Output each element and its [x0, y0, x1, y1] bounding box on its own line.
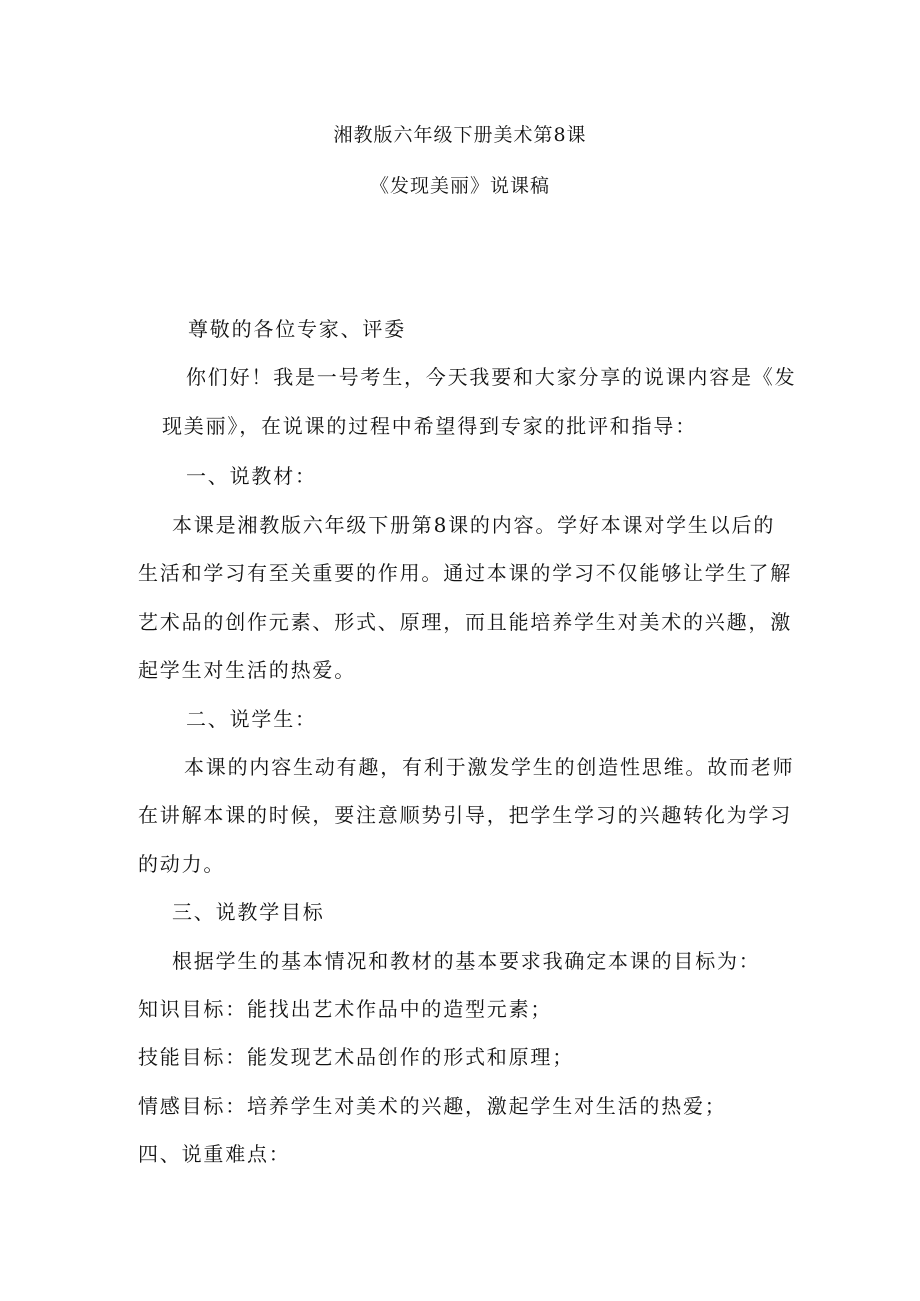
students-paragraph-line2: 在讲解本课的时候，要注意顺势引导，把学生学习的兴趣转化为学习	[138, 803, 792, 827]
students-paragraph-line1: 本课的内容生动有趣，有利于激发学生的创造性思维。故而老师	[184, 755, 795, 779]
document-title-line2: 《发现美丽》说课稿	[369, 175, 550, 197]
textbook-paragraph-line2: 生活和学习有至关重要的作用。通过本课的学习不仅能够让学生了解	[138, 561, 792, 585]
students-paragraph-line3: 的动力。	[138, 852, 226, 876]
section-heading-textbook: 一、说教材：	[186, 464, 317, 488]
intro-paragraph-line1: 你们好！我是一号考生，今天我要和大家分享的说课内容是《发	[186, 365, 797, 389]
textbook-paragraph-line4: 起学生对生活的热爱。	[138, 658, 356, 682]
skill-goal: 技能目标：能发现艺术品创作的形式和原理；	[138, 1045, 574, 1069]
section-heading-goals: 三、说教学目标	[172, 900, 325, 924]
goals-intro: 根据学生的基本情况和教材的基本要求我确定本课的目标为：	[172, 949, 761, 973]
document-title-line1: 湘教版六年级下册美术第8课	[333, 124, 587, 146]
textbook-paragraph-line3: 艺术品的创作元素、形式、原理，而且能培养学生对美术的兴趣，激	[138, 610, 792, 634]
section-heading-students: 二、说学生：	[186, 707, 317, 731]
intro-paragraph-line2: 现美丽》，在说课的过程中希望得到专家的批评和指导：	[162, 414, 697, 438]
emotion-goal: 情感目标：培养学生对美术的兴趣，激起学生对生活的热爱；	[138, 1094, 727, 1118]
greeting: 尊敬的各位专家、评委	[188, 317, 406, 341]
knowledge-goal: 知识目标：能找出艺术作品中的造型元素；	[138, 997, 553, 1021]
section-heading-key-points: 四、说重难点：	[138, 1142, 291, 1166]
textbook-paragraph-line1: 本课是湘教版六年级下册第8课的内容。学好本课对学生以后的	[172, 513, 776, 537]
